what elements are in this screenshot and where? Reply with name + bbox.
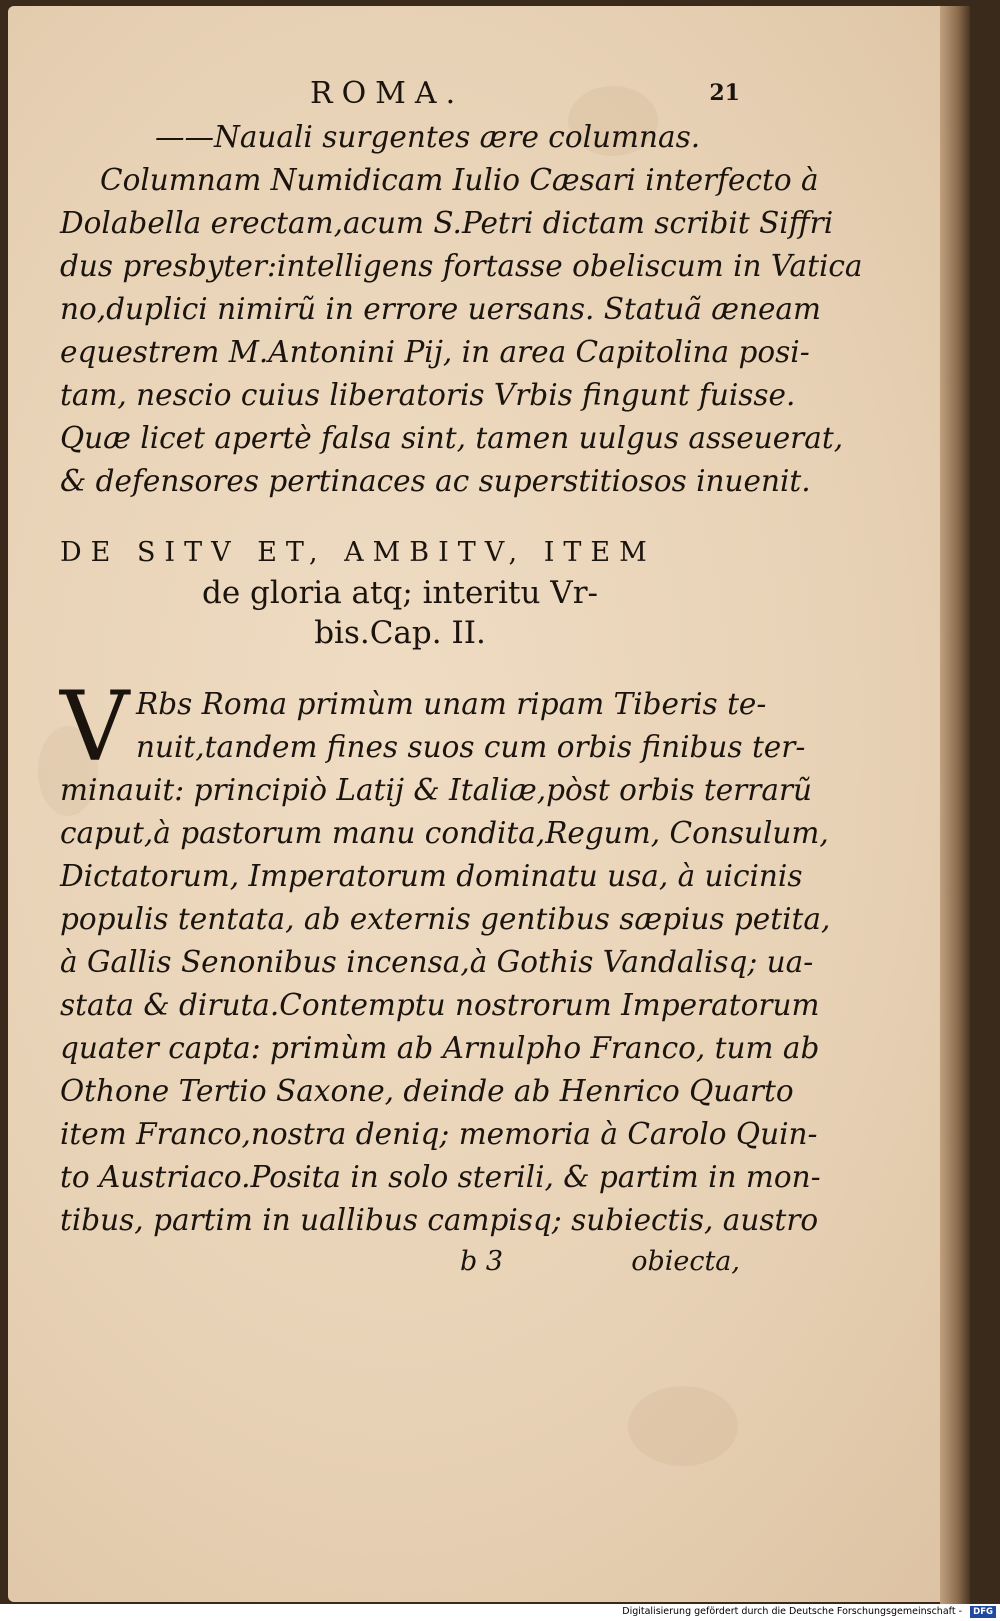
text-line: no,duplici nimirũ in errore uersans. Statuã æneam bbox=[60, 292, 821, 326]
running-head bbox=[60, 76, 740, 116]
paper-stain bbox=[628, 1386, 738, 1466]
signature-mark: b 3 bbox=[460, 1246, 504, 1277]
footer-bar bbox=[0, 1604, 1000, 1621]
text-line: & defensores pertinaces ac superstitiosos inuenit. bbox=[60, 464, 811, 498]
chapter-heading-line: DE SITV ET, AMBITV, ITEM bbox=[60, 537, 656, 568]
dfg-logo: DFG bbox=[970, 1606, 996, 1618]
text-line: to Austriaco.Posita in solo sterili, & partim in mon- bbox=[60, 1160, 821, 1194]
text-line: Dictatorum, Imperatorum dominatu usa, à uicinis bbox=[60, 859, 803, 893]
chapter-heading-line: de gloria atq; interitu Vr- bbox=[202, 575, 598, 611]
text-line: tam, nescio cuius liberatoris Vrbis fingunt fuisse. bbox=[60, 378, 796, 412]
book-page bbox=[8, 6, 970, 1602]
catchword: obiecta, bbox=[631, 1246, 740, 1277]
text-line: minauit: principiò Latij & Italiæ,pòst orbis terrarũ bbox=[60, 773, 813, 807]
text-line: Rbs Roma primùm unam ripam Tiberis te- bbox=[136, 687, 767, 721]
text-line: dus presbyter:intelligens fortasse obeliscum in Vatica bbox=[60, 249, 863, 283]
text-line: quater capta: primùm ab Arnulpho Franco, tum ab bbox=[60, 1031, 820, 1065]
text-line: equestrem M.Antonini Pij, in area Capitolina posi- bbox=[60, 335, 810, 369]
text-line: Dolabella erectam,acum S.Petri dictam scribit Siffri bbox=[60, 206, 834, 240]
intro-paragraph bbox=[60, 116, 863, 503]
page-edge-shadow bbox=[940, 6, 970, 1604]
body-paragraph bbox=[60, 671, 831, 1282]
text-line: populis tentata, ab externis gentibus sæpius petita, bbox=[60, 902, 831, 936]
page-text bbox=[60, 76, 863, 1282]
catch-line bbox=[60, 1242, 740, 1282]
text-line: caput,à pastorum manu condita,Regum, Consulum, bbox=[60, 816, 829, 850]
text-line: Columnam Numidicam Iulio Cæsari interfecto à bbox=[100, 163, 819, 197]
drop-cap: V bbox=[60, 671, 130, 783]
page-number: 21 bbox=[709, 80, 740, 106]
text-line: à Gallis Senonibus incensa,à Gothis Vandalisq; ua- bbox=[60, 945, 814, 979]
text-line: nuit,tandem fines suos cum orbis finibus ter- bbox=[136, 730, 806, 764]
chapter-heading-line: bis.Cap. II. bbox=[314, 615, 486, 651]
text-line: stata & diruta.Contemptu nostrorum Imperatorum bbox=[60, 988, 820, 1022]
footer-credit: Digitalisierung gefördert durch die Deutsche Forschungsgemeinschaft - bbox=[622, 1606, 962, 1617]
chapter-heading bbox=[60, 533, 740, 653]
text-line: tibus, partim in uallibus campisq; subiectis, austro bbox=[60, 1203, 819, 1237]
text-line: Othone Tertio Saxone, deinde ab Henrico Quarto bbox=[60, 1074, 794, 1108]
text-line: item Franco,nostra deniq; memoria à Carolo Quin- bbox=[60, 1117, 818, 1151]
text-line: ——Nauali surgentes ære columnas. bbox=[155, 120, 701, 154]
text-line: Quæ licet apertè falsa sint, tamen uulgus asseuerat, bbox=[60, 421, 844, 455]
running-title: ROMA. bbox=[310, 76, 465, 111]
